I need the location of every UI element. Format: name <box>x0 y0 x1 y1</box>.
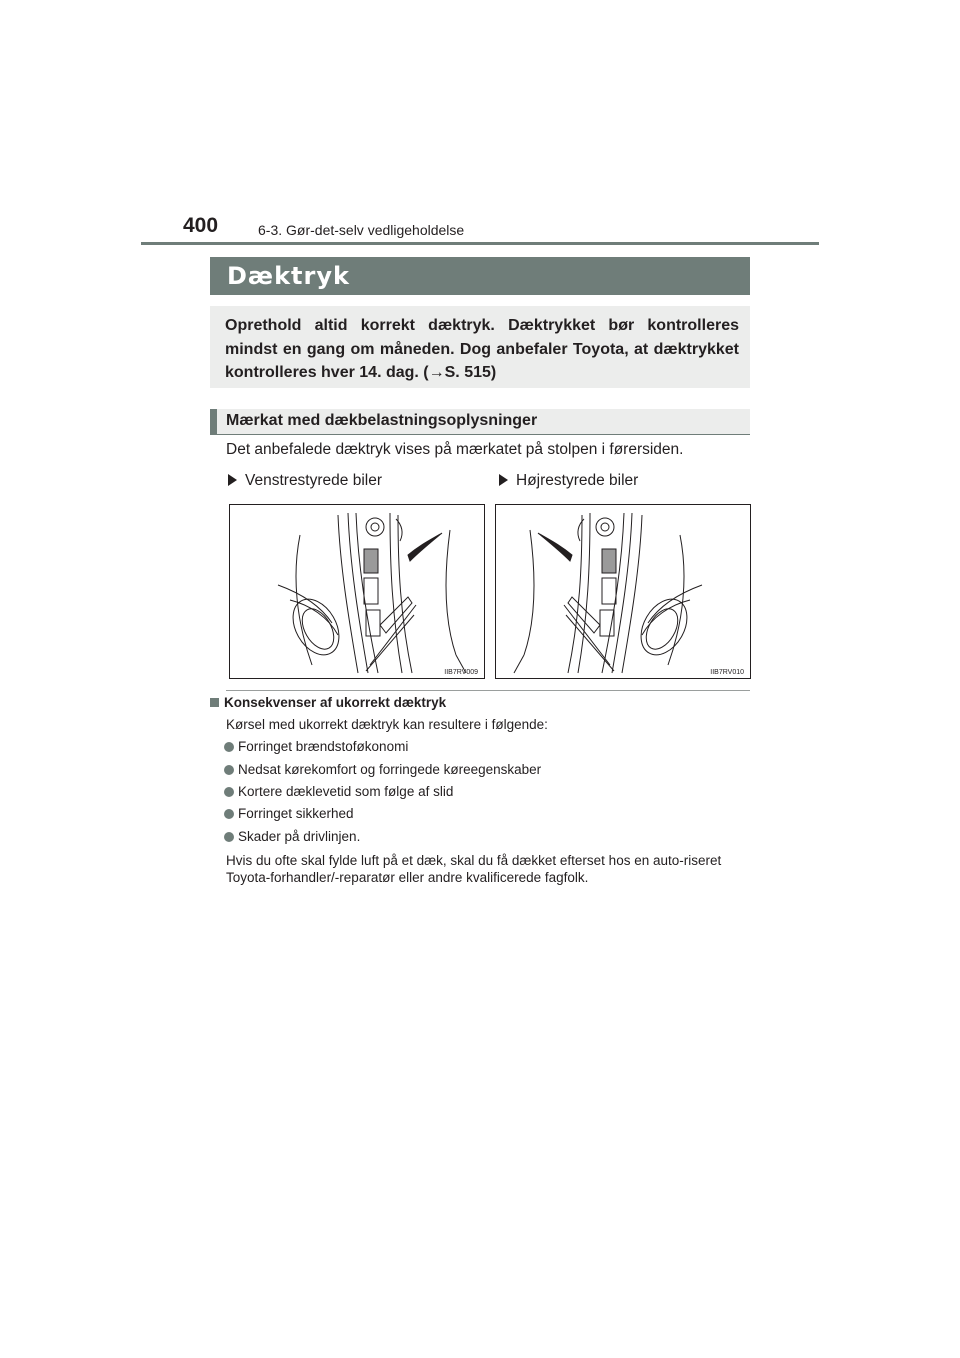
sub-header <box>210 409 750 435</box>
intro-text: Oprethold altid korrekt dæktryk. Dæktrykket bør kontrolleres mindst en gang om måneden. Dog anbefaler Toyota, at dæktrykket kontrolleres hver 14. dag. (→S. 515) <box>225 317 739 381</box>
circle-bullet-icon <box>224 787 234 797</box>
figure-left-hand-drive <box>229 504 485 679</box>
intro-box <box>210 306 750 388</box>
door-pillar-illustration <box>230 505 484 678</box>
consequences-intro: Kørsel med ukorrekt dæktryk kan resultere i følgende: <box>226 717 548 732</box>
list-item-text: Forringet sikkerhed <box>238 806 354 821</box>
figure-code: IIB7RV010 <box>710 669 744 676</box>
variant-right-label: Højrestyrede biler <box>516 472 639 489</box>
variant-left-label: Venstrestyrede biler <box>245 472 382 489</box>
list-item <box>224 806 354 821</box>
circle-bullet-icon <box>224 742 234 752</box>
circle-bullet-icon <box>224 809 234 819</box>
variant-right <box>499 472 638 490</box>
list-item <box>224 829 360 844</box>
triangle-bullet-icon <box>499 474 508 486</box>
list-item-text: Skader på drivlinjen. <box>238 829 361 844</box>
list-item-text: Nedsat kørekomfort og forringede køreegenskaber <box>238 762 542 777</box>
door-pillar-illustration <box>496 505 750 678</box>
page-number: 400 <box>183 214 219 237</box>
title-bar <box>210 257 750 295</box>
figure-right-hand-drive <box>495 504 751 679</box>
square-bullet-icon <box>210 698 219 707</box>
figure-code: IIB7RV009 <box>444 669 478 676</box>
list-item <box>224 739 408 754</box>
list-item <box>224 784 453 799</box>
circle-bullet-icon <box>224 832 234 842</box>
list-item-text: Forringet brændstoføkonomi <box>238 739 409 754</box>
variant-left <box>228 472 382 490</box>
page-title: Dæktryk <box>227 262 350 290</box>
list-item-text: Kortere dæklevetid som følge af slid <box>238 784 454 799</box>
sub-header-title: Mærkat med dækbelastningsoplysninger <box>226 412 538 429</box>
list-item <box>224 762 541 777</box>
figure-divider <box>226 690 750 691</box>
header-rule <box>141 242 819 245</box>
section-title: 6-3. Gør-det-selv vedligeholdelse <box>258 222 465 238</box>
consequences-heading <box>210 695 446 710</box>
closing-text: Hvis du ofte skal fylde luft på et dæk, skal du få dækket efterset hos en auto-riseret Toyota-forhandler/-reparatør eller andre kvalificerede fagfolk. <box>226 853 722 885</box>
body-text: Det anbefalede dæktryk vises på mærkatet på stolpen i førersiden. <box>226 441 684 458</box>
circle-bullet-icon <box>224 765 234 775</box>
triangle-bullet-icon <box>228 474 237 486</box>
sub-header-bar <box>210 409 217 434</box>
consequences-heading-text: Konsekvenser af ukorrekt dæktryk <box>224 695 447 710</box>
